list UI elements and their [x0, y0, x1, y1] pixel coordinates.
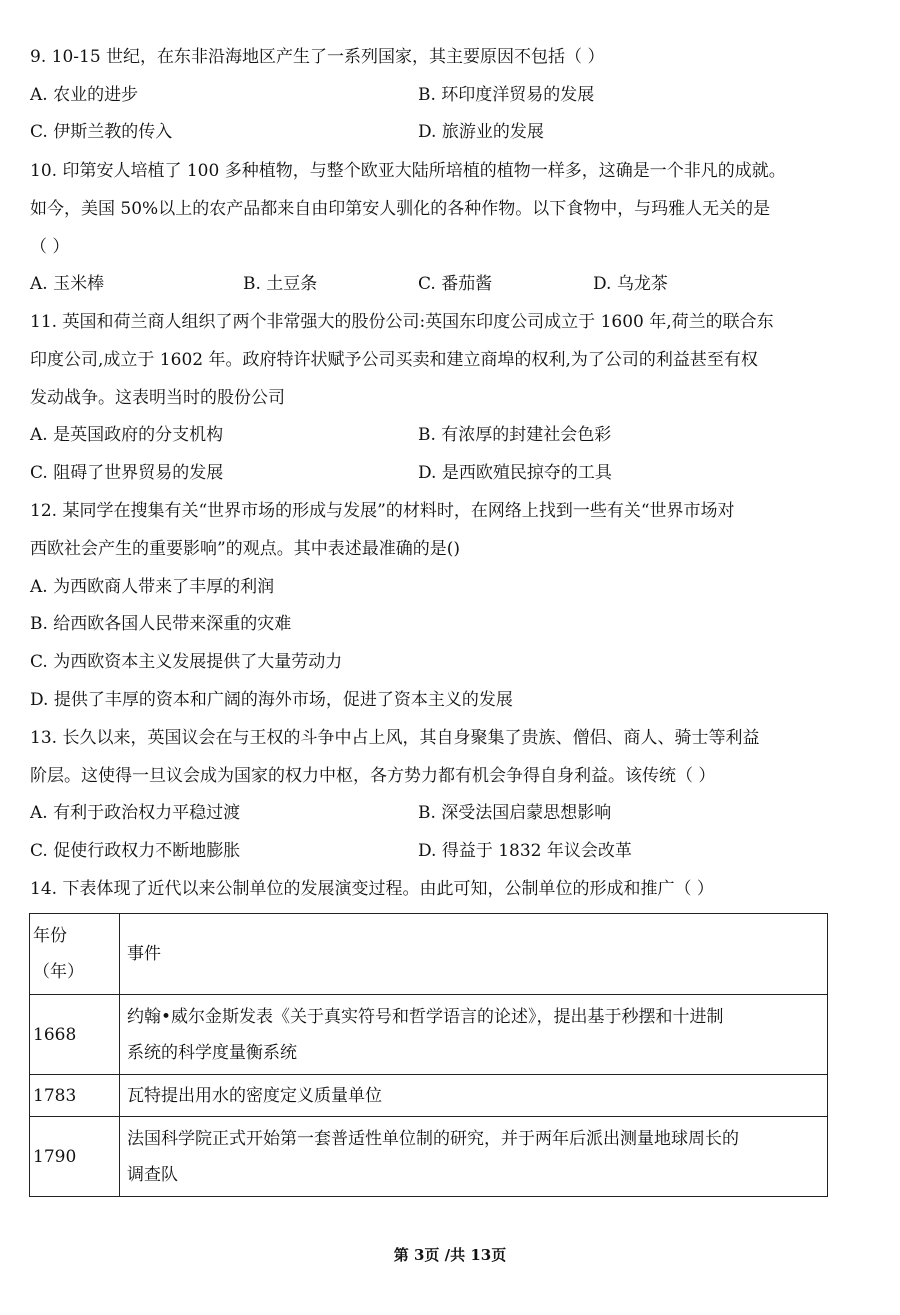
table-row: [30, 1117, 828, 1197]
metric-history-table: [29, 913, 828, 1197]
q12-option-d: D. 提供了丰厚的资本和广阔的海外市场，促进了资本主义的发展: [30, 690, 513, 710]
q13-option-a: A. 有利于政治权力平稳过渡: [30, 803, 241, 823]
row-event-line: 约翰•威尔金斯发表《关于真实符号和哲学语言的论述》，提出基于秒摆和十进制: [127, 1006, 724, 1027]
q9-option-d: D. 旅游业的发展: [418, 122, 544, 142]
header-event-cell: [120, 914, 828, 995]
q10-option-d: D. 乌龙茶: [593, 274, 668, 294]
row-event: [120, 1075, 828, 1117]
q9-option-b: B. 环印度洋贸易的发展: [418, 85, 595, 105]
row-year: 1783: [30, 1075, 120, 1117]
table-row: [30, 1075, 828, 1117]
q11-option-c: C. 阻碍了世界贸易的发展: [30, 463, 224, 483]
q10-option-b: B. 土豆条: [243, 274, 318, 294]
q12-option-b: B. 给西欧各国人民带来深重的灾难: [30, 614, 292, 634]
question-12-stem-line-1: 12. 某同学在搜集有关“世界市场的形成与发展”的材料时，在网络上找到一些有关“世界市场对: [30, 501, 735, 521]
row-event-line: 瓦特提出用水的密度定义质量单位: [127, 1085, 382, 1106]
question-11-stem-line-3: 发动战争。这表明当时的股份公司: [30, 388, 285, 408]
question-11-stem-line-2: 印度公司,成立于 1602 年。政府特许状赋予公司买卖和建立商埠的权利,为了公司的利益甚至有权: [30, 350, 758, 370]
question-11-stem-line-1: 11. 英国和荷兰商人组织了两个非常强大的股份公司:英国东印度公司成立于 1600 年,荷兰的联合东: [30, 312, 774, 332]
q12-option-a: A. 为西欧商人带来了丰厚的利润: [30, 577, 275, 597]
question-10-stem-line-2: 如今，美国 50%以上的农产品都来自由印第安人驯化的各种作物。以下食物中，与玛雅人无关的是: [30, 199, 771, 219]
q10-option-c: C. 番茄酱: [418, 274, 493, 294]
row-event-line: 系统的科学度量衡系统: [127, 1042, 297, 1063]
question-13-stem-line-2: 阶层。这使得一旦议会成为国家的权力中枢，各方势力都有机会争得自身利益。该传统（ ）: [30, 766, 716, 786]
header-year-cell: [30, 914, 120, 995]
q11-option-a: A. 是英国政府的分支机构: [30, 425, 224, 445]
question-13-stem-line-1: 13. 长久以来，英国议会在与王权的斗争中占上风，其自身聚集了贵族、僧侣、商人、骑士等利益: [30, 728, 760, 748]
header-year-label: 年份: [33, 926, 67, 946]
table-row: [30, 995, 828, 1075]
header-year-unit: （年）: [33, 962, 84, 982]
q13-option-c: C. 促使行政权力不断地膨胀: [30, 841, 241, 861]
q9-option-c: C. 伊斯兰教的传入: [30, 122, 173, 142]
row-year: 1668: [30, 995, 120, 1075]
q12-option-c: C. 为西欧资本主义发展提供了大量劳动力: [30, 652, 343, 672]
q9-option-a: A. 农业的进步: [30, 85, 139, 105]
row-event-line: 调查队: [127, 1164, 178, 1185]
q11-option-d: D. 是西欧殖民掠夺的工具: [418, 463, 612, 483]
question-9-stem: 9. 10-15 世纪，在东非沿海地区产生了一系列国家，其主要原因不包括（ ）: [30, 47, 605, 67]
q10-option-a: A. 玉米棒: [30, 274, 105, 294]
question-14-stem: 14. 下表体现了近代以来公制单位的发展演变过程。由此可知，公制单位的形成和推广（ ）: [30, 879, 714, 899]
row-event: [120, 995, 828, 1075]
row-event-line: 法国科学院正式开始第一套普适性单位制的研究，并于两年后派出测量地球周长的: [127, 1128, 739, 1149]
page-number: 第 3页 /共 13页: [393, 1246, 507, 1264]
q11-option-b: B. 有浓厚的封建社会色彩: [418, 425, 612, 445]
table-header-row: [30, 914, 828, 995]
question-12-stem-line-2: 西欧社会产生的重要影响”的观点。其中表述最准确的是(): [30, 539, 460, 559]
q13-option-d: D. 得益于 1832 年议会改革: [418, 841, 632, 861]
q13-option-b: B. 深受法国启蒙思想影响: [418, 803, 612, 823]
row-event: [120, 1117, 828, 1197]
question-10-stem-line-1: 10. 印第安人培植了 100 多种植物，与整个欧亚大陆所培植的植物一样多，这确是一个非凡的成就。: [30, 161, 786, 181]
row-year: 1790: [30, 1117, 120, 1197]
question-10-stem-line-3: （ ）: [30, 237, 70, 257]
header-event-label: 事件: [127, 944, 161, 964]
